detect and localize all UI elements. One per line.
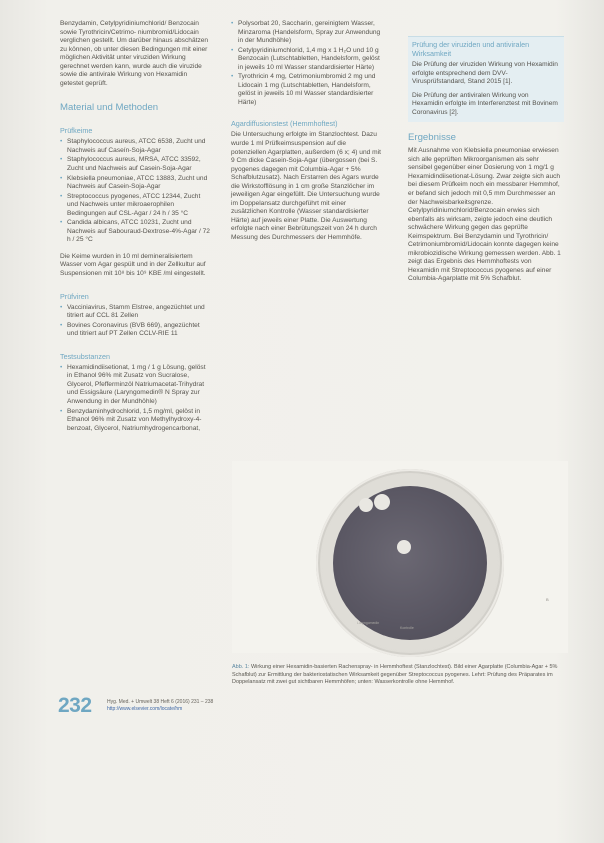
- virucidal-info-box: [408, 36, 564, 122]
- substance-list: [60, 364, 210, 433]
- intro-paragraph: Benzydamin, Cetylpyridiniumchlorid/ Benzocain sowie Tyrothricin/Cetrimo- niumbromid/Lidocain verglichen gestellt. Um darüber hinaus abschätzen zu können, ob unter diesen Bedingungen mit einer möglichen Aktivität unter viruziden Wirkung gerechnet werden kann, wurde auch die viruzide sowie die antivirale Wirkung von Hexamidin getestet geprüft.: [60, 20, 209, 87]
- list-item: • Staphylococcus aureus, MRSA, ATCC 33592, Zucht und Nachweis auf Casein-Soja-Agar: [60, 156, 210, 173]
- column-left: [60, 20, 210, 434]
- subheading-strains: Prüfkeime: [60, 126, 93, 136]
- section-heading-results: Ergebnisse: [408, 132, 456, 144]
- figure-caption: [232, 664, 566, 687]
- results-paragraph: Mit Ausnahme von Klebsiella pneumoniae erwiesen sich alle geprüften Mikroorganismen als sehr sensibel gegenüber einer Dosierung von 1 mg/1 g Hexamidindiisetionat-Lösung. Zwar zeigte sich auch bei diesem Prüfkeim noch ein messbarer Hemmhof, er befand sich jedoch mit 0,5 mm Durchmesser an der Nachweisbarkeitsgrenze. Cetylpyridiniumchlorid/Benzocain erwies sich ebenfalls als wirksam, zeigte jedoch eine deutlich schwächere Wirkung gegen das geprüfte Keimspektrum. Bei Benzydamin und Tyrothricin/ Cetrimoniumbromid/Lidocain konnte dagegen keine mikrobiozidische Wirkung gemessen werden. Abb. 1 zeigt das Ergebnis des Hemmhoftests von Hexamidin mit Streptococcus pyogenes auf einer Columbia-Agarplatte mit 5% Schafblut.: [408, 147, 561, 283]
- agar-lawn: [333, 486, 487, 640]
- control-well: [397, 540, 411, 554]
- journal-link[interactable]: http://www.elsevier.com/locate/hm: [107, 705, 183, 712]
- substance-list-continued: [231, 20, 383, 107]
- subheading-viruses: Prüfviren: [60, 291, 89, 301]
- list-item: • Streptococcus pyogenes, ATCC 12344, Zucht und Nachweis unter mikroaerophilen Bedingungen auf CSL-Agar / 24 h / 35 °C: [60, 193, 210, 219]
- strain-list: [60, 138, 210, 245]
- list-item: • Tyrothricin 4 mg, Cetrimoniumbromid 2 mg und Lidocain 1 mg (Lutschtabletten, Handelsform, gelöst in jeweils 10 ml Wasser standardisierter Härte): [231, 73, 383, 107]
- subheading-agar-diffusion: Agardiffusionstest (Hemmhoftest): [231, 119, 338, 129]
- box-paragraph: Die Prüfung der antiviralen Wirkung von Hexamidin erfolgte im Interferenztest mit Bovinem Coronavirus [2].: [412, 91, 558, 116]
- dish-label: Kontrolle: [400, 626, 414, 630]
- list-item: • Cetylpyridiniumchlorid, 1,4 mg x 1 H₂O und 10 g Benzocain (Lutschtabletten, Handelsform, gelöst in jeweils 10 ml Wasser standardisierter Härte): [231, 47, 383, 73]
- page-number: 232: [58, 694, 92, 717]
- caption-text: Wirkung einer Hexamidin-basierten Rachenspray- in Hemmhoftest (Stanzlochtest). Bild einer Agarplatte (Columbia-Agar + 5% Schafblut) zur Ermittlung der bakteriostatischen Wirksamkeit gegenüber Streptococcus pyogenes. Lehrt: Prüfung des Präparates im Doppelansatz mit zwei gut sichtbaren Hemmhöfen; unten: Wasserkontrolle ohne Hemmhof.: [232, 664, 558, 685]
- virus-list: [60, 304, 210, 339]
- list-item: • Staphylococcus aureus, ATCC 6538, Zucht und Nachweis auf Caseín-Soja-Agar: [60, 138, 210, 155]
- box-paragraph: Die Prüfung der viruziden Wirkung von Hexamidin erfolgte entsprechend dem DVV-Virusprüfstandard, Stand 2015 [1].: [412, 61, 558, 86]
- list-item-continued: • Polysorbat 20, Saccharin, gereinigtem Wasser, Minzaroma (Handelsform, Spray zur Anwendung in der Mundhöhle): [231, 20, 383, 46]
- footer-citation: [107, 699, 257, 713]
- column-middle: [231, 20, 383, 248]
- figure-side-mark: B: [546, 597, 549, 602]
- list-item: • Candida albicans, ATCC 10231, Zucht und Nachweis auf Sabouraud-Dextrose-4%-Agar / 72 h / 25 °C: [60, 219, 210, 245]
- column-right: [408, 36, 564, 289]
- box-heading: Prüfung der viruziden und antiviralen Wirksamkeit: [412, 40, 530, 58]
- list-item: • Vacciniavirus, Stamm Elstree, angezüchtet und titriert auf CCL 81 Zellen: [60, 304, 210, 321]
- list-item: • Bovines Coronavirus (BVB 669), angezüchtet und titriert auf PT Zellen CCLV-RIE 11: [60, 322, 210, 339]
- dish-label: Laryngomedin: [357, 621, 380, 625]
- caption-label: Abb. 1:: [232, 664, 250, 670]
- inhibition-zone: [374, 494, 390, 510]
- list-item: • Klebsiella pneumoniae, ATCC 13883, Zucht und Nachweis auf Casein-Soja-Agar: [60, 175, 210, 192]
- list-item: • Benzydaminhydrochlorid, 1,5 mg/ml, gelöst in Ethanol 96% mit Zusatz von Methylhydroxy-4-benzoat, Glycerol, Natriumhydrogencarbonat,: [60, 408, 210, 434]
- list-item: • Hexamidindiisetionat, 1 mg / 1 g Lösung, gelöst in Ethanol 96% mit Zusatz von Sucralose, Glycerol, Pfefferminzöl Natriumacetat-Trihydrat und Essigsäure (Laryngomedin® N Spray zur Anwendung in der Mundhöhle): [60, 364, 210, 407]
- subheading-substances: Testsubstanzen: [60, 351, 110, 361]
- germ-paragraph: Die Keime wurden in 10 ml demineralisiertem Wasser vom Agar gespült und in der Zellkultur auf Suspensionen mit 10⁸ bis 10⁹ KBE /ml eingestellt.: [60, 252, 206, 278]
- inhibition-zone: [359, 498, 373, 512]
- section-heading-methods: Material und Methoden: [60, 102, 159, 114]
- diffusion-paragraph: Die Untersuchung erfolgte im Stanzlochtest. Dazu wurde 1 ml Prüfkeimsuspension auf die potenziellen Agarplatten, außerdem (6 x; 4) und mit 9 Cm dicke Casein-Soja-Agar (übergossen (bei S. pyogenes dagegen mit Columbia-Agar + 5% Schafblutzusatz). Nach Erstarren des Agars wurde die Wirkstofflösung in 1 cm große Stanzlöcher im jeweiligen Agar eingefüllt. Die Untersuchung wurde im Doppelansatz durchgeführt mit einer zusätzlichen Kontrolle (Wasser standardisierter Härte) auf jeweils einer Platte. Die Auswertung erfolgte nach einer Bebrütungszeit von 24 h durch Messung des Durchmessers der Hemmhöfe.: [231, 131, 381, 242]
- citation-text: Hyg. Med. + Umwelt 38 Heft 6 (2016) 231 – 238: [107, 699, 214, 705]
